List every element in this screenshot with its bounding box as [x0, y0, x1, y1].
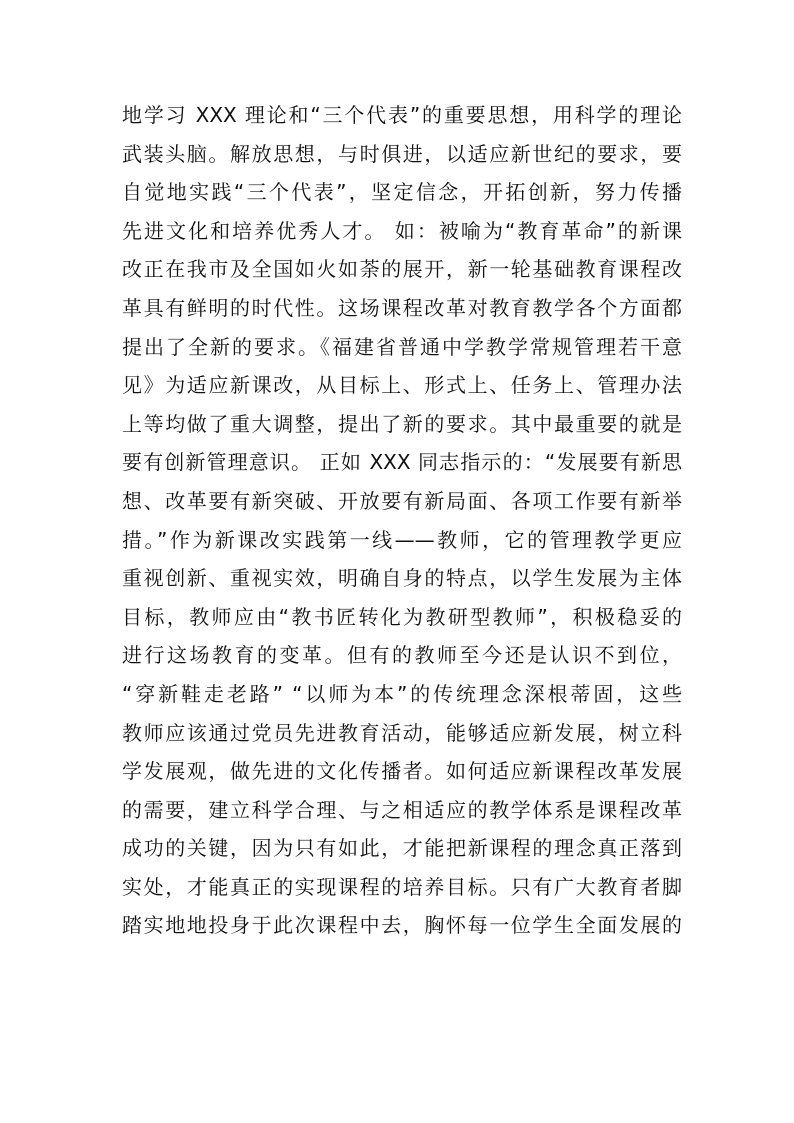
- text-line: 学发展观，做先进的文化传播者。如何适应新课程改革发展: [122, 759, 682, 784]
- text-line: 实处，才能真正的实现课程的培养目标。只有广大教育者脚: [122, 874, 682, 899]
- text-line: 成功的关键，因为只有如此，才能把新课程的理念真正落到: [122, 836, 682, 861]
- text-line: 重视创新、重视实效，明确自身的特点，以学生发展为主体: [122, 566, 682, 591]
- text-line: “穿新鞋走老路” “以师为本”的传统理念深根蒂固，这些: [122, 681, 682, 706]
- text-line: 的需要，建立科学合理、与之相适应的教学体系是课程改革: [122, 797, 682, 822]
- text-line: 措。”作为新课改实践第一线——教师，它的管理教学更应: [122, 527, 682, 552]
- text-line: 要有创新管理意识。 正如 XXX 同志指示的：“发展要有新思: [122, 450, 682, 475]
- text-line: 武装头脑。解放思想，与时俱进，以适应新世纪的要求，要: [122, 141, 682, 166]
- text-line: 教师应该通过党员先进教育活动，能够适应新发展，树立科: [122, 720, 682, 745]
- text-line: 见》为适应新课改，从目标上、形式上、任务上、管理办法: [122, 373, 682, 398]
- text-line: 目标，教师应由“教书匠转化为教研型教师”，积极稳妥的: [122, 604, 682, 629]
- text-line: 自觉地实践“三个代表”，坚定信念，开拓创新，努力传播: [122, 180, 682, 205]
- text-line: 提出了全新的要求。《福建省普通中学教学常规管理若干意: [122, 334, 682, 359]
- text-line: 想、改革要有新突破、开放要有新局面、各项工作要有新举: [122, 488, 682, 513]
- text-line: 先进文化和培养优秀人才。 如：被喻为“教育革命”的新课: [122, 218, 682, 243]
- text-line: 上等均做了重大调整，提出了新的要求。其中最重要的就是: [122, 411, 682, 436]
- document-body: [122, 96, 682, 945]
- text-line: 踏实地地投身于此次课程中去，胸怀每一位学生全面发展的: [122, 913, 682, 938]
- text-line: 改正在我市及全国如火如荼的展开，新一轮基础教育课程改: [122, 257, 682, 282]
- text-line: 地学习 XXX 理论和“三个代表”的重要思想，用科学的理论: [122, 103, 682, 127]
- text-line: 进行这场教育的变革。但有的教师至今还是认识不到位，: [122, 643, 682, 668]
- text-line: 革具有鲜明的时代性。这场课程改革对教育教学各个方面都: [122, 295, 682, 320]
